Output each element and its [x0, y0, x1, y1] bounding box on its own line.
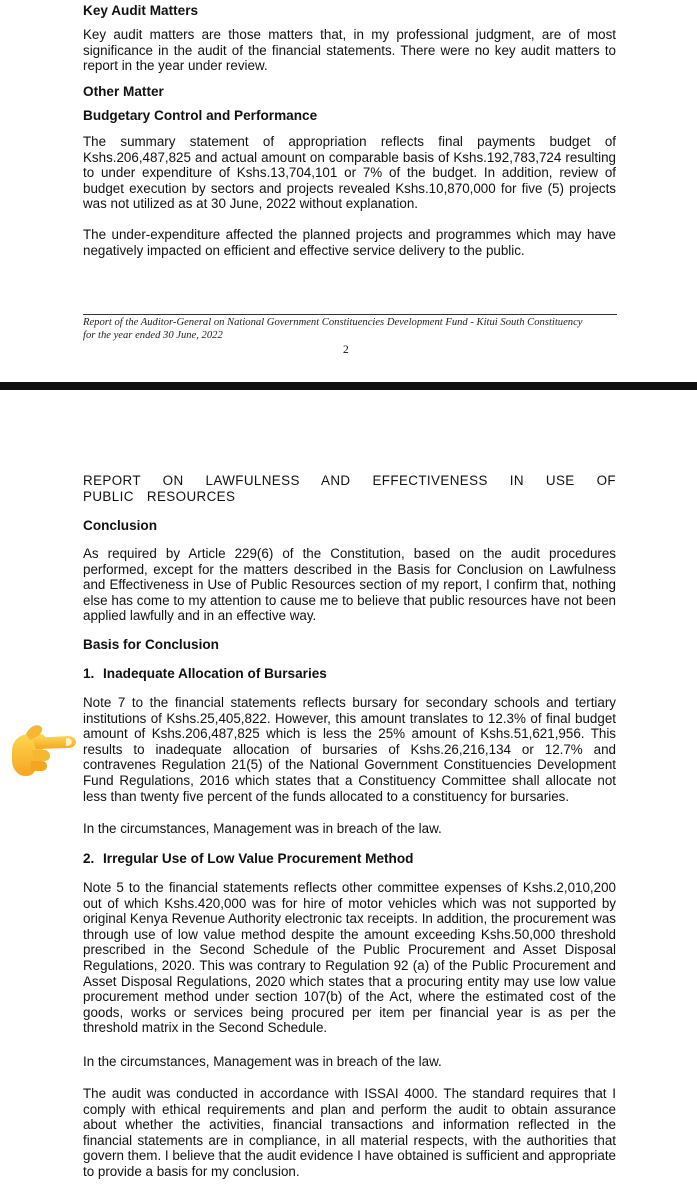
item-2-text: Note 5 to the financial statements reflects other committee expenses of Kshs.2,010,200 out of which Kshs.420,000 was for hire of motor vehicles which was not supported by original Kenya Revenue Authority electronic tax receipts. In addition, the procurement was through use of low value method despite the amount exceeding Kshs.50,000 threshold prescribed in the Second Schedule of the Public Procurement and Asset Disposal Regulations, 2020. This was contrary to Regulation 92 (a) of the Public Procurement and Asset Disposal Regulations, 2020 which states that a procuring entity may use low value procurement method under section 107(b) of the Act, where the estimated cost of the goods, works or services being procured per item per financial year is as per the threshold matrix in the Second Schedule.	[83, 880, 616, 1036]
basis-for-conclusion-heading: Basis for Conclusion	[83, 637, 219, 652]
conclusion-heading: Conclusion	[83, 518, 158, 533]
item-1-heading	[83, 666, 616, 682]
under-expenditure-text: The under-expenditure affected the planned projects and programmes which may have negatively impacted on efficient and effective service delivery to the public.	[83, 227, 616, 258]
item-2-circumstances: In the circumstances, Management was in breach of the law.	[83, 1054, 442, 1069]
item-2-heading	[83, 851, 616, 867]
footer-line-1: Report of the Auditor-General on National Government Constituencies Development Fund - Kitui South Constituency	[83, 317, 583, 328]
footer-rule	[83, 314, 617, 315]
page-divider	[0, 382, 697, 390]
other-matter-heading: Other Matter	[83, 84, 164, 99]
item-2-title: Irregular Use of Low Value Procurement Method	[103, 851, 414, 866]
footer-line-2: for the year ended 30 June, 2022	[83, 329, 223, 341]
report-title: REPORT ON LAWFULNESS AND EFFECTIVENESS IN USE OF PUBLIC RESOURCES	[83, 473, 616, 504]
item-1-circumstances: In the circumstances, Management was in breach of the law.	[83, 821, 442, 836]
page-footer	[83, 317, 623, 342]
budgetary-control-text: The summary statement of appropriation reflects final payments budget of Kshs.206,487,825 and actual amount on comparable basis of Kshs.192,783,724 resulting to under expenditure of Kshs.13,704,101 or 7% of the budget. In addition, review of budget execution by sectors and projects revealed Kshs.10,870,000 for five (5) projects was not utilized as at 30 June, 2022 without explanation.	[83, 134, 616, 212]
pointing-hand-icon	[6, 722, 78, 778]
budgetary-control-heading: Budgetary Control and Performance	[83, 108, 318, 123]
key-audit-matters-text: Key audit matters are those matters that, in my professional judgment, are of most significance in the audit of the financial statements. There were no key audit matters to report in the year under review.	[83, 27, 616, 74]
conclusion-text: As required by Article 229(6) of the Constitution, based on the audit procedures performed, except for the matters described in the Basis for Conclusion on Lawfulness and Effectiveness in Use of Public Resources section of my report, I confirm that, nothing else has come to my attention to cause me to believe that public resources have not been applied lawfully and in an effective way.	[83, 546, 616, 624]
item-2-number: 2.	[83, 851, 95, 866]
item-1-title: Inadequate Allocation of Bursaries	[103, 666, 327, 681]
issai-text: The audit was conducted in accordance with ISSAI 4000. The standard requires that I comply with ethical requirements and plan and perform the audit to obtain assurance about whether the activities, financial transactions and information reflected in the financial statements are in compliance, in all material respects, with the authorities that govern them. I believe that the audit evidence I have obtained is sufficient and appropriate to provide a basis for my conclusion.	[83, 1086, 616, 1179]
item-1-text: Note 7 to the financial statements reflects bursary for secondary schools and tertiary institutions of Kshs.25,405,822. However, this amount translates to 12.3% of final budget amount of Kshs.206,487,825 which is less the 25% amount of Kshs.51,621,956. This results to inadequate allocation of bursaries of Kshs.26,216,134 or 12.7% and contravenes Regulation 21(5) of the National Government Constituencies Development Fund Regulations, 2016 which states that a Constituency Committee shall allocate not less than twenty five percent of the funds allocated to a constituency for bursaries.	[83, 695, 616, 804]
item-1-number: 1.	[83, 666, 95, 681]
page-number: 2	[343, 344, 349, 356]
key-audit-matters-heading: Key Audit Matters	[83, 3, 199, 18]
